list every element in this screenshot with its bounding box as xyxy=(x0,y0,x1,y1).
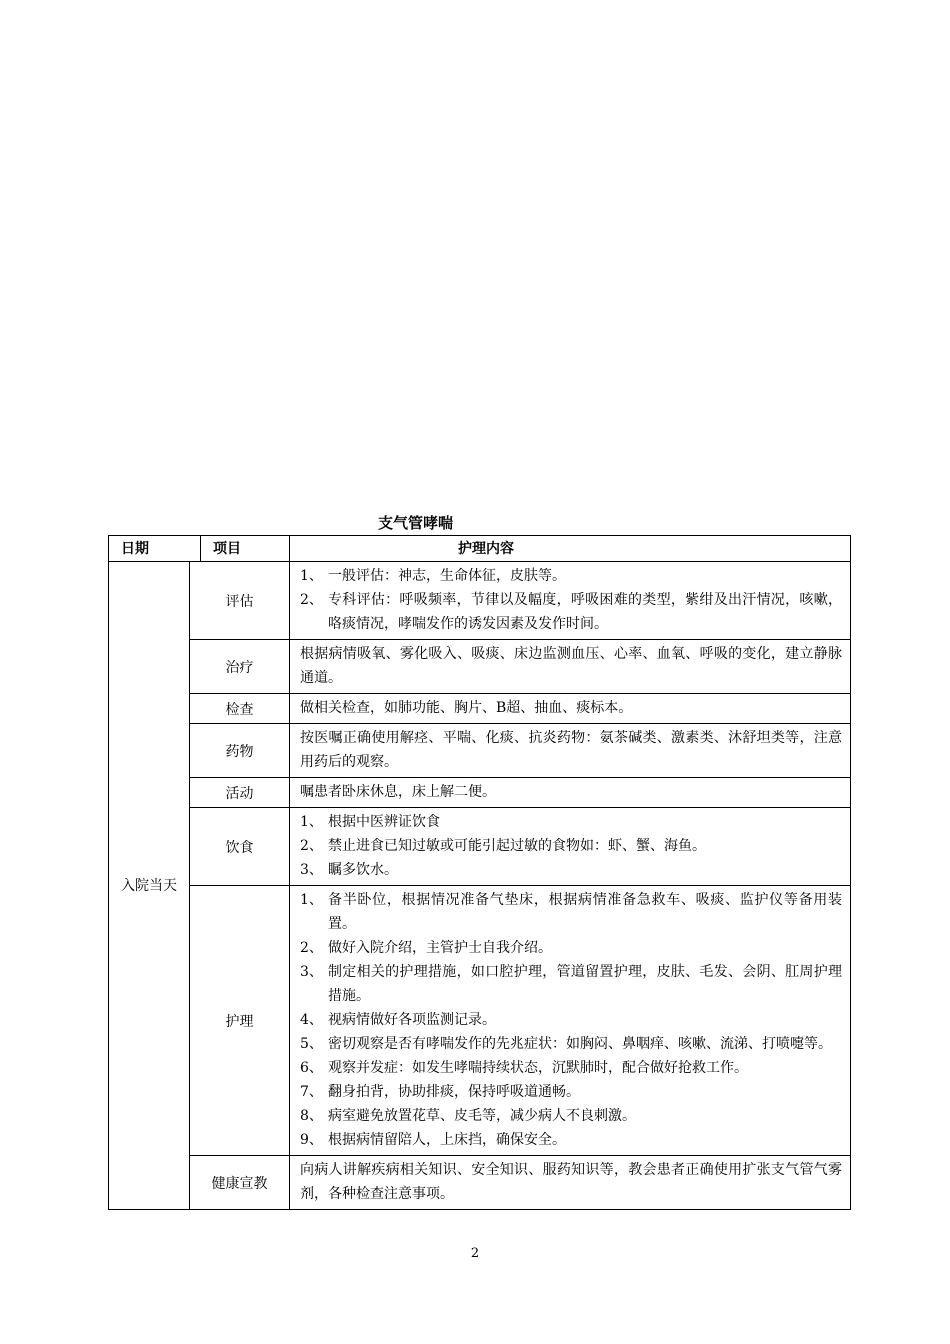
list-text: 视病情做好各项监测记录。 xyxy=(328,1012,496,1028)
list-item xyxy=(300,936,842,960)
content-text: 按医嘱正确使用解痉、平喘、化痰、抗炎药物：氨茶碱类、激素类、沐舒坦类等，注意用药后的观察。 xyxy=(300,730,842,770)
table-row xyxy=(190,724,851,778)
document-title: 支气管哮喘 xyxy=(378,514,454,532)
list-number: 9、 xyxy=(300,1132,323,1148)
list-item xyxy=(300,888,842,936)
list-item xyxy=(300,1104,842,1128)
table-rows xyxy=(190,562,851,1210)
list-text: 专科评估：呼吸频率，节律以及幅度，呼吸困难的类型，紫绀及出汗情况，咳嗽，咯痰情况，哮喘发作的诱发因素及发作时间。 xyxy=(328,592,842,632)
list-item xyxy=(300,960,842,1008)
item-cell: 活动 xyxy=(190,778,290,808)
content-cell xyxy=(290,640,851,694)
list-number: 3、 xyxy=(300,862,323,878)
list-text: 观察并发症：如发生哮喘持续状态，沉默肺时，配合做好抢救工作。 xyxy=(328,1060,748,1076)
page-number: 2 xyxy=(470,1246,480,1261)
list-text: 瞩多饮水。 xyxy=(328,862,398,878)
list-text: 备半卧位，根据情况准备气垫床，根据病情准备急救车、吸痰、监护仪等备用装置。 xyxy=(328,892,842,932)
table-row xyxy=(190,886,851,1156)
list-number: 2、 xyxy=(300,838,323,854)
item-cell: 检查 xyxy=(190,694,290,724)
list-number: 4、 xyxy=(300,1012,323,1028)
table-body xyxy=(109,562,851,1210)
list-item xyxy=(300,1032,842,1056)
list-item xyxy=(300,1008,842,1032)
list-text: 禁止进食已知过敏或可能引起过敏的食物如：虾、蟹、海鱼。 xyxy=(328,838,706,854)
list-text: 翻身拍背，协助排痰，保持呼吸道通畅。 xyxy=(328,1084,580,1100)
list-number: 7、 xyxy=(300,1084,323,1100)
content-text: 向病人讲解疾病相关知识、安全知识、服药知识等，教会患者正确使用扩张支气管气雾剂，各种检查注意事项。 xyxy=(300,1162,842,1202)
content-text: 做相关检查，如肺功能、胸片、B超、抽血、痰标本。 xyxy=(300,700,633,716)
table-row xyxy=(190,640,851,694)
content-cell xyxy=(290,694,851,724)
content-cell xyxy=(290,724,851,778)
nursing-table xyxy=(108,535,851,1210)
item-cell: 健康宣教 xyxy=(190,1156,290,1210)
item-cell: 饮食 xyxy=(190,808,290,886)
list-number: 2、 xyxy=(300,940,323,956)
table-row xyxy=(190,562,851,640)
list-item xyxy=(300,858,842,882)
item-cell: 药物 xyxy=(190,724,290,778)
list-number: 6、 xyxy=(300,1060,323,1076)
table-row xyxy=(190,1156,851,1210)
list-number: 8、 xyxy=(300,1108,323,1124)
list-text: 病室避免放置花草、皮毛等，减少病人不良刺激。 xyxy=(328,1108,636,1124)
header-item: 项目 xyxy=(201,536,290,562)
list-number: 1、 xyxy=(300,814,323,830)
list-text: 一般评估：神志，生命体征，皮肤等。 xyxy=(328,568,566,584)
list-number: 5、 xyxy=(300,1036,323,1052)
list-item xyxy=(300,1056,842,1080)
list-number: 2、 xyxy=(300,592,323,608)
content-cell xyxy=(290,1156,851,1210)
date-cell: 入院当天 xyxy=(109,562,190,1210)
header-date: 日期 xyxy=(109,536,201,562)
content-cell xyxy=(290,808,851,886)
content-cell xyxy=(290,886,851,1156)
table-row xyxy=(190,778,851,808)
list-text: 制定相关的护理措施，如口腔护理，管道留置护理，皮肤、毛发、会阴、肛周护理措施。 xyxy=(328,964,842,1004)
list-item xyxy=(300,834,842,858)
item-cell: 评估 xyxy=(190,562,290,640)
list-text: 根据中医辨证饮食 xyxy=(328,814,440,830)
list-text: 做好入院介绍，主管护士自我介绍。 xyxy=(328,940,552,956)
header-content: 护理内容 xyxy=(290,536,851,562)
content-cell xyxy=(290,778,851,808)
content-text: 根据病情吸氧、雾化吸入、吸痰、床边监测血压、心率、血氧、呼吸的变化，建立静脉通道。 xyxy=(300,646,842,686)
list-item xyxy=(300,810,842,834)
table-row xyxy=(190,694,851,724)
list-text: 根据病情留陪人，上床挡，确保安全。 xyxy=(328,1132,566,1148)
list-item xyxy=(300,1128,842,1152)
content-cell xyxy=(290,562,851,640)
item-cell: 治疗 xyxy=(190,640,290,694)
list-number: 1、 xyxy=(300,892,323,908)
item-cell: 护理 xyxy=(190,886,290,1156)
list-item xyxy=(300,588,842,636)
list-item xyxy=(300,1080,842,1104)
list-number: 1、 xyxy=(300,568,323,584)
list-text: 密切观察是否有哮喘发作的先兆症状：如胸闷、鼻咽痒、咳嗽、流涕、打喷嚏等。 xyxy=(328,1036,832,1052)
table-header xyxy=(109,536,851,562)
list-item xyxy=(300,564,842,588)
list-number: 3、 xyxy=(300,964,323,980)
content-text: 嘱患者卧床休息，床上解二便。 xyxy=(300,784,496,800)
table-row xyxy=(190,808,851,886)
